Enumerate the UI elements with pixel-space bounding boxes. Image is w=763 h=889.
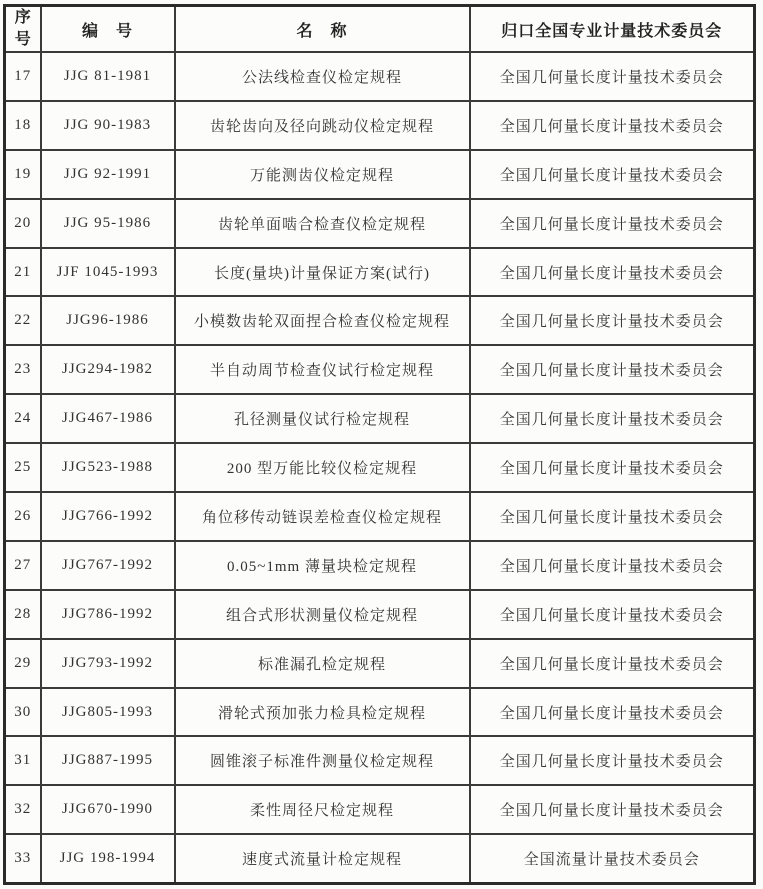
row-code-cell: JJG 92-1991 xyxy=(41,150,175,199)
row-committee-cell: 全国几何量长度计量技术委员会 xyxy=(470,639,755,688)
row-code-cell: JJG294-1982 xyxy=(41,345,175,394)
row-code-cell: JJG805-1993 xyxy=(41,688,175,737)
table-row xyxy=(5,52,755,101)
row-serial-number-cell: 32 xyxy=(5,785,41,834)
row-code-cell: JJG 90-1983 xyxy=(41,101,175,150)
header-committee: 归口全国专业计量技术委员会 xyxy=(470,6,755,53)
row-name-cell: 齿轮单面啮合检查仪检定规程 xyxy=(175,199,470,248)
row-committee-cell: 全国几何量长度计量技术委员会 xyxy=(470,199,755,248)
table-row xyxy=(5,688,755,737)
row-name-cell: 柔性周径尺检定规程 xyxy=(175,785,470,834)
table-row xyxy=(5,248,755,297)
row-name-cell: 200 型万能比较仪检定规程 xyxy=(175,443,470,492)
row-code-cell: JJG523-1988 xyxy=(41,443,175,492)
row-committee-cell: 全国几何量长度计量技术委员会 xyxy=(470,101,755,150)
header-serial-number-label: 序号 xyxy=(14,9,31,48)
row-serial-number-cell: 24 xyxy=(5,394,41,443)
row-committee-cell: 全国几何量长度计量技术委员会 xyxy=(470,345,755,394)
row-serial-number-cell: 26 xyxy=(5,492,41,541)
table-header-row xyxy=(5,6,755,53)
row-code-cell: JJG786-1992 xyxy=(41,590,175,639)
table-row xyxy=(5,736,755,785)
row-serial-number-cell: 17 xyxy=(5,52,41,101)
standards-table xyxy=(3,4,756,885)
table-row xyxy=(5,296,755,345)
row-name-cell: 组合式形状测量仪检定规程 xyxy=(175,590,470,639)
row-name-cell: 0.05~1mm 薄量块检定规程 xyxy=(175,541,470,590)
row-code-cell: JJG 198-1994 xyxy=(41,834,175,883)
header-name: 名 称 xyxy=(175,6,470,53)
row-committee-cell: 全国几何量长度计量技术委员会 xyxy=(470,296,755,345)
row-committee-cell: 全国几何量长度计量技术委员会 xyxy=(470,52,755,101)
row-serial-number-cell: 30 xyxy=(5,688,41,737)
row-name-cell: 孔径测量仪试行检定规程 xyxy=(175,394,470,443)
table-row xyxy=(5,199,755,248)
row-name-cell: 角位移传动链误差检查仪检定规程 xyxy=(175,492,470,541)
row-name-cell: 万能测齿仪检定规程 xyxy=(175,150,470,199)
table-row xyxy=(5,541,755,590)
row-name-cell: 小模数齿轮双面捏合检查仪检定规程 xyxy=(175,296,470,345)
row-committee-cell: 全国几何量长度计量技术委员会 xyxy=(470,541,755,590)
row-committee-cell: 全国几何量长度计量技术委员会 xyxy=(470,248,755,297)
row-code-cell: JJG793-1992 xyxy=(41,639,175,688)
row-committee-cell: 全国几何量长度计量技术委员会 xyxy=(470,688,755,737)
table-body xyxy=(5,52,755,884)
row-serial-number-cell: 23 xyxy=(5,345,41,394)
header-serial-number xyxy=(5,6,41,53)
table-row xyxy=(5,639,755,688)
table-row xyxy=(5,345,755,394)
table-row xyxy=(5,785,755,834)
row-serial-number-cell: 25 xyxy=(5,443,41,492)
row-committee-cell: 全国几何量长度计量技术委员会 xyxy=(470,590,755,639)
row-code-cell: JJF 1045-1993 xyxy=(41,248,175,297)
row-serial-number-cell: 29 xyxy=(5,639,41,688)
row-committee-cell: 全国几何量长度计量技术委员会 xyxy=(470,736,755,785)
table-row xyxy=(5,443,755,492)
row-name-cell: 速度式流量计检定规程 xyxy=(175,834,470,883)
row-serial-number-cell: 18 xyxy=(5,101,41,150)
row-code-cell: JJG96-1986 xyxy=(41,296,175,345)
row-serial-number-cell: 21 xyxy=(5,248,41,297)
row-committee-cell: 全国几何量长度计量技术委员会 xyxy=(470,150,755,199)
table-row xyxy=(5,394,755,443)
header-code: 编 号 xyxy=(41,6,175,53)
table-row xyxy=(5,150,755,199)
row-code-cell: JJG887-1995 xyxy=(41,736,175,785)
row-serial-number-cell: 33 xyxy=(5,834,41,883)
row-serial-number-cell: 22 xyxy=(5,296,41,345)
row-committee-cell: 全国几何量长度计量技术委员会 xyxy=(470,785,755,834)
row-committee-cell: 全国几何量长度计量技术委员会 xyxy=(470,492,755,541)
row-code-cell: JJG670-1990 xyxy=(41,785,175,834)
row-serial-number-cell: 20 xyxy=(5,199,41,248)
row-name-cell: 半自动周节检查仪试行检定规程 xyxy=(175,345,470,394)
table-row xyxy=(5,101,755,150)
row-serial-number-cell: 19 xyxy=(5,150,41,199)
row-committee-cell: 全国几何量长度计量技术委员会 xyxy=(470,443,755,492)
table-row xyxy=(5,590,755,639)
row-committee-cell: 全国流量计量技术委员会 xyxy=(470,834,755,883)
row-name-cell: 公法线检查仪检定规程 xyxy=(175,52,470,101)
row-name-cell: 齿轮齿向及径向跳动仪检定规程 xyxy=(175,101,470,150)
row-code-cell: JJG766-1992 xyxy=(41,492,175,541)
row-serial-number-cell: 27 xyxy=(5,541,41,590)
row-name-cell: 圆锥滚子标准件测量仪检定规程 xyxy=(175,736,470,785)
row-committee-cell: 全国几何量长度计量技术委员会 xyxy=(470,394,755,443)
table-row xyxy=(5,834,755,883)
row-code-cell: JJG 81-1981 xyxy=(41,52,175,101)
row-serial-number-cell: 28 xyxy=(5,590,41,639)
row-name-cell: 滑轮式预加张力检具检定规程 xyxy=(175,688,470,737)
row-serial-number-cell: 31 xyxy=(5,736,41,785)
row-code-cell: JJG467-1986 xyxy=(41,394,175,443)
table-row xyxy=(5,492,755,541)
row-name-cell: 长度(量块)计量保证方案(试行) xyxy=(175,248,470,297)
row-code-cell: JJG 95-1986 xyxy=(41,199,175,248)
row-code-cell: JJG767-1992 xyxy=(41,541,175,590)
row-name-cell: 标准漏孔检定规程 xyxy=(175,639,470,688)
